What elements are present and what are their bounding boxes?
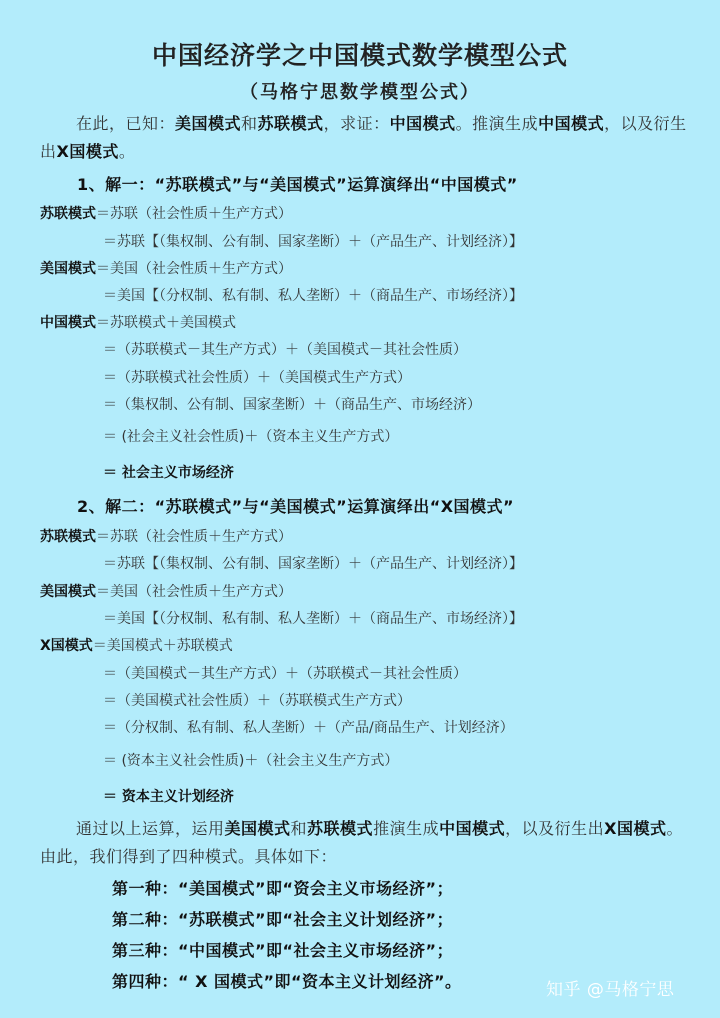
section2-line: ＝ (资本主义社会性质)＋（社会主义生产方式）: [103, 753, 399, 769]
model-type-item: 第四种：“ X 国模式”即“资本主义计划经济”。: [112, 972, 462, 991]
model-type-item: 第二种：“苏联模式”即“社会主义计划经济”；: [112, 910, 454, 929]
page-subtitle: （马格宁思数学模型公式）: [240, 82, 480, 103]
section2-line: 苏联模式＝苏联（社会性质＋生产方式）: [40, 529, 292, 545]
page-title: 中国经济学之中国模式数学模型公式: [151, 41, 568, 70]
section2-line: ＝（美国模式－其生产方式）＋（苏联模式－其社会性质）: [103, 666, 467, 682]
section1-line: 苏联模式＝苏联（社会性质＋生产方式）: [40, 206, 292, 222]
section2-line: ＝（美国模式社会性质）＋（苏联模式生产方式）: [103, 693, 411, 709]
section1-line: ＝苏联【（集权制、公有制、国家垄断）＋（产品生产、计划经济）】: [103, 234, 523, 250]
intro-paragraph: 在此，已知：美国模式和苏联模式，求证：中国模式。推演生成中国模式，以及衍生出X国模式。: [40, 114, 687, 161]
section1-line: ＝ (社会主义社会性质)＋（资本主义生产方式）: [103, 429, 399, 445]
model-type-item: 第一种：“美国模式”即“资会主义市场经济”；: [112, 879, 454, 898]
section1-line: ＝（苏联模式－其生产方式）＋（美国模式－其社会性质）: [103, 342, 467, 358]
section1-line: 中国模式＝苏联模式＋美国模式: [40, 315, 236, 331]
section1-result: ＝ 社会主义市场经济: [103, 465, 234, 481]
section1-line: ＝（苏联模式社会性质）＋（美国模式生产方式）: [103, 370, 411, 386]
conclusion-paragraph: 通过以上运算，运用美国模式和苏联模式推演生成中国模式，以及衍生出X国模式。由此，我们得到了四种模式。具体如下：: [40, 819, 683, 866]
zhihu-watermark: 知乎 @马格宁思: [546, 980, 675, 1000]
section2-line: X国模式＝美国模式＋苏联模式: [40, 638, 233, 654]
section2-line: ＝（分权制、私有制、私人垄断）＋（产品/商品生产、计划经济）: [103, 720, 514, 736]
section1-heading: 1、解一：“苏联模式”与“美国模式”运算演绎出“中国模式”: [77, 175, 518, 194]
section2-line: 美国模式＝美国（社会性质＋生产方式）: [40, 584, 292, 600]
section1-line: 美国模式＝美国（社会性质＋生产方式）: [40, 261, 292, 277]
section2-result: ＝ 资本主义计划经济: [103, 789, 234, 805]
section2-heading: 2、解二：“苏联模式”与“美国模式”运算演绎出“X国模式”: [77, 497, 515, 516]
section1-line: ＝（集权制、公有制、国家垄断）＋（商品生产、市场经济）: [103, 397, 481, 413]
model-type-item: 第三种：“中国模式”即“社会主义市场经济”；: [112, 941, 454, 960]
section2-line: ＝苏联【（集权制、公有制、国家垄断）＋（产品生产、计划经济）】: [103, 556, 523, 572]
section1-line: ＝美国【（分权制、私有制、私人垄断）＋（商品生产、市场经济）】: [103, 288, 523, 304]
section2-line: ＝美国【（分权制、私有制、私人垄断）＋（商品生产、市场经济）】: [103, 611, 523, 627]
